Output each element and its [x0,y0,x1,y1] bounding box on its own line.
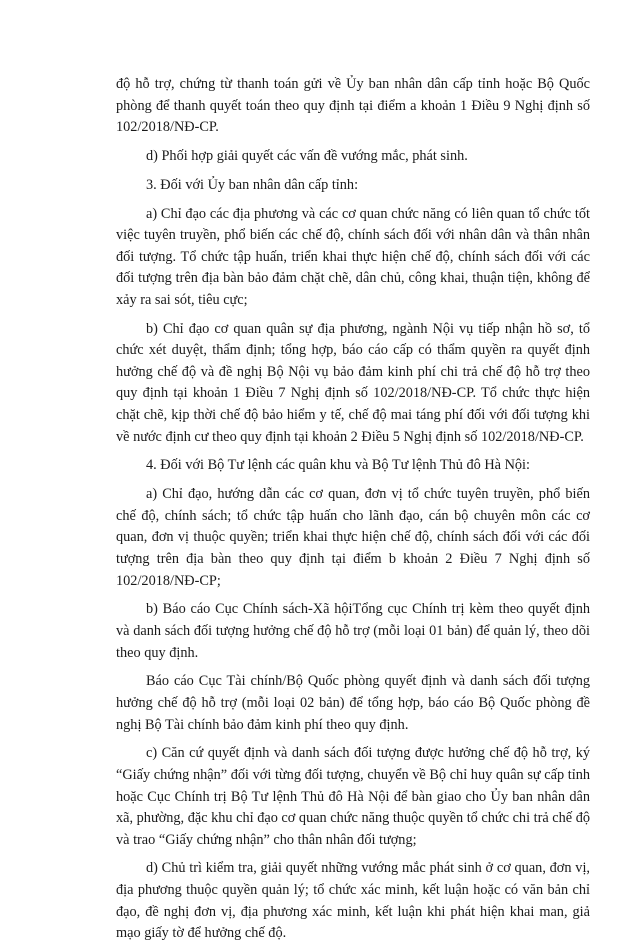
paragraph-continuation: độ hỗ trợ, chứng từ thanh toán gửi về Ủy ban nhân dân cấp tỉnh hoặc Bộ Quốc phòng để thanh quyết toán theo quy định tại điểm a khoản 1 Điều 9 Nghị định số 102/2018/NĐ-CP. [116,76,590,136]
paragraph-3b: b) Chỉ đạo cơ quan quân sự địa phương, ngành Nội vụ tiếp nhận hồ sơ, tổ chức xét duyệt, thẩm định; tổng hợp, báo cáo cấp có thẩm quyền ra quyết định hưởng chế độ và đề nghị Bộ Nội vụ bảo đảm kinh phí chi trả chế độ hỗ trợ theo quy định tại khoản 1 Điều 7 Nghị định số 102/2018/NĐ-CP. Tổ chức thực hiện chặt chẽ, kịp thời chế độ bảo hiểm y tế, chế độ mai táng phí đối với đối tượng khi về nước định cư theo quy định tại khoản 2 Điều 5 Nghị định số 102/2018/NĐ-CP. [116,320,590,445]
paragraph-item-d: d) Phối hợp giải quyết các vấn đề vướng mắc, phát sinh. [146,147,468,164]
paragraph-4b-report: Báo cáo Cục Tài chính/Bộ Quốc phòng quyết định và danh sách đối tượng hưởng chế độ hỗ trợ (mỗi loại 02 bản) để tổng hợp, báo cáo Bộ Quốc phòng đề nghị Bộ Tài chính bảo đảm kinh phí theo quy định. [116,673,590,733]
section-heading-4: 4. Đối với Bộ Tư lệnh các quân khu và Bộ Tư lệnh Thủ đô Hà Nội: [146,457,531,474]
paragraph-4b: b) Báo cáo Cục Chính sách-Xã hộiTổng cục Chính trị kèm theo quyết định và danh sách đối tượng hưởng chế độ hỗ trợ (mỗi loại 01 bản) để quản lý, theo dõi theo quy định. [116,601,590,661]
document-body [116,74,590,952]
paragraph-4d: d) Chủ trì kiểm tra, giải quyết những vướng mắc phát sinh ở cơ quan, đơn vị, địa phương thuộc quyền quản lý; tổ chức xác minh, kết luận hoặc có văn bản chỉ đạo, đề nghị đơn vị, địa phương xác minh, kết luận khi phát hiện khai man, giả mạo giấy tờ để hưởng chế độ. [116,860,590,942]
section-heading-3: 3. Đối với Ủy ban nhân dân cấp tỉnh: [146,176,359,193]
paragraph-4c: c) Căn cứ quyết định và danh sách đối tượng được hưởng chế độ hỗ trợ, ký “Giấy chứng nhận” đối với từng đối tượng, chuyển về Bộ chỉ huy quân sự cấp tỉnh hoặc Cục Chính trị Bộ Tư lệnh Thủ đô Hà Nội để bàn giao cho Ủy ban nhân dân xã, phường, đặc khu chỉ đạo cơ quan chức năng thuộc quyền tổ chức chi trả chế độ và trao “Giấy chứng nhận” cho thân nhân đối tượng; [116,745,590,848]
paragraph-4a: a) Chỉ đạo, hướng dẫn các cơ quan, đơn vị tổ chức tuyên truyền, phổ biến chế độ, chính sách; tổ chức tập huấn cho lãnh đạo, cán bộ chuyên môn các cơ quan, đơn vị thuộc quyền; triển khai thực hiện chế độ, chính sách đối với các đối tượng trên địa bàn theo quy định tại điểm b khoản 2 Điều 7 Nghị định số 102/2018/NĐ-CP; [116,486,590,589]
paragraph-3a: a) Chỉ đạo các địa phương và các cơ quan chức năng có liên quan tổ chức tốt việc tuyên truyền, phổ biến các chế độ, chính sách đối với nhân dân và thân nhân đối tượng. Tổ chức tập huấn, triển khai thực hiện chế độ, chính sách đối với các đối tượng trên địa bàn bảo đảm chặt chẽ, dân chủ, công khai, thuận tiện, không để xảy ra sai sót, tiêu cực; [116,205,590,308]
